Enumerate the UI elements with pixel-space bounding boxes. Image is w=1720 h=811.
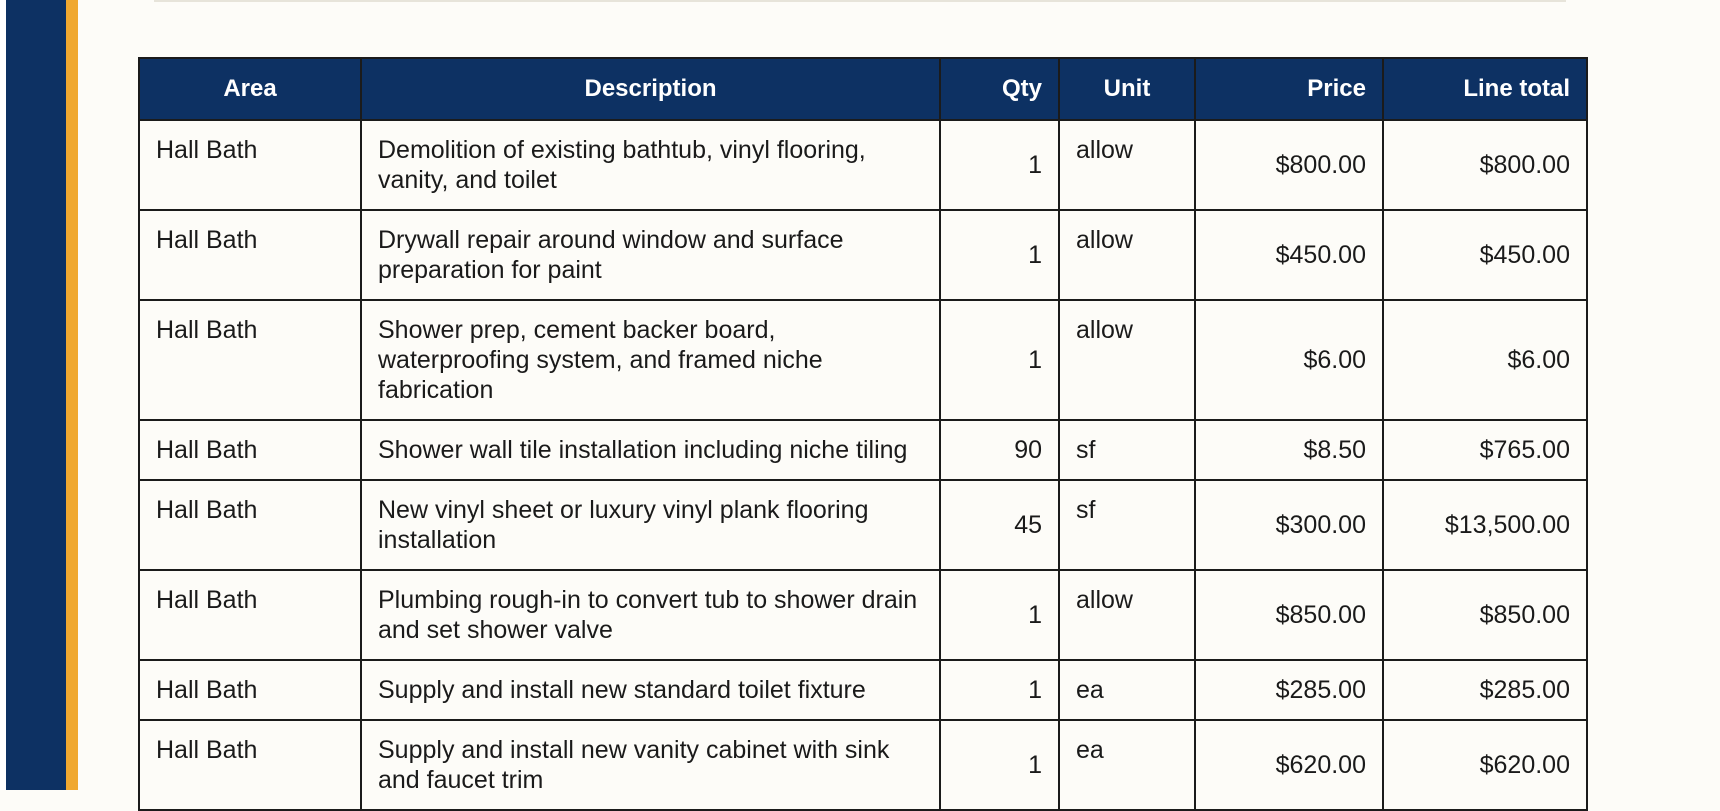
cell-unit: ea [1059, 720, 1195, 810]
table-row [139, 210, 1587, 300]
cell-area: Hall Bath [139, 210, 361, 300]
column-header-qty: Qty [940, 58, 1059, 120]
estimate-line-items-table [138, 57, 1588, 811]
cell-qty: 1 [940, 300, 1059, 420]
cell-area: Hall Bath [139, 120, 361, 210]
cell-price: $285.00 [1195, 660, 1383, 720]
cell-line-total: $6.00 [1383, 300, 1587, 420]
cell-unit: allow [1059, 300, 1195, 420]
cell-qty: 1 [940, 720, 1059, 810]
table-row [139, 720, 1587, 810]
cell-price: $6.00 [1195, 300, 1383, 420]
column-header-line-total: Line total [1383, 58, 1587, 120]
cell-unit: allow [1059, 210, 1195, 300]
table-row [139, 660, 1587, 720]
cell-unit: sf [1059, 480, 1195, 570]
cell-price: $450.00 [1195, 210, 1383, 300]
table-row [139, 120, 1587, 210]
cell-description: Supply and install new standard toilet fixture [361, 660, 940, 720]
cell-unit: allow [1059, 120, 1195, 210]
cell-price: $850.00 [1195, 570, 1383, 660]
cell-unit: sf [1059, 420, 1195, 480]
cell-line-total: $620.00 [1383, 720, 1587, 810]
cell-area: Hall Bath [139, 420, 361, 480]
cell-area: Hall Bath [139, 300, 361, 420]
cell-line-total: $450.00 [1383, 210, 1587, 300]
column-header-unit: Unit [1059, 58, 1195, 120]
cell-line-total: $285.00 [1383, 660, 1587, 720]
cell-area: Hall Bath [139, 660, 361, 720]
cell-description: Shower wall tile installation including niche tiling [361, 420, 940, 480]
cell-description: Demolition of existing bathtub, vinyl flooring, vanity, and toilet [361, 120, 940, 210]
cell-description: Shower prep, cement backer board, waterproofing system, and framed niche fabrication [361, 300, 940, 420]
column-header-price: Price [1195, 58, 1383, 120]
cell-description: Drywall repair around window and surface preparation for paint [361, 210, 940, 300]
cell-unit: ea [1059, 660, 1195, 720]
cell-line-total: $13,500.00 [1383, 480, 1587, 570]
cell-description: Supply and install new vanity cabinet with sink and faucet trim [361, 720, 940, 810]
cell-qty: 90 [940, 420, 1059, 480]
cell-description: New vinyl sheet or luxury vinyl plank flooring installation [361, 480, 940, 570]
cell-line-total: $850.00 [1383, 570, 1587, 660]
column-header-description: Description [361, 58, 940, 120]
table-row [139, 480, 1587, 570]
cell-unit: allow [1059, 570, 1195, 660]
cell-qty: 1 [940, 660, 1059, 720]
cell-price: $300.00 [1195, 480, 1383, 570]
cell-line-total: $800.00 [1383, 120, 1587, 210]
cell-qty: 1 [940, 210, 1059, 300]
cell-qty: 1 [940, 120, 1059, 210]
navy-side-band [6, 0, 66, 790]
table-row [139, 300, 1587, 420]
cell-price: $620.00 [1195, 720, 1383, 810]
cell-qty: 45 [940, 480, 1059, 570]
gold-side-band [66, 0, 78, 790]
cell-price: $8.50 [1195, 420, 1383, 480]
cell-area: Hall Bath [139, 570, 361, 660]
cell-price: $800.00 [1195, 120, 1383, 210]
table-row [139, 570, 1587, 660]
table-header-row [139, 58, 1587, 120]
cell-description: Plumbing rough-in to convert tub to shower drain and set shower valve [361, 570, 940, 660]
table-row [139, 420, 1587, 480]
divider-rule [154, 0, 1566, 2]
cell-line-total: $765.00 [1383, 420, 1587, 480]
cell-area: Hall Bath [139, 480, 361, 570]
column-header-area: Area [139, 58, 361, 120]
cell-qty: 1 [940, 570, 1059, 660]
cell-area: Hall Bath [139, 720, 361, 810]
